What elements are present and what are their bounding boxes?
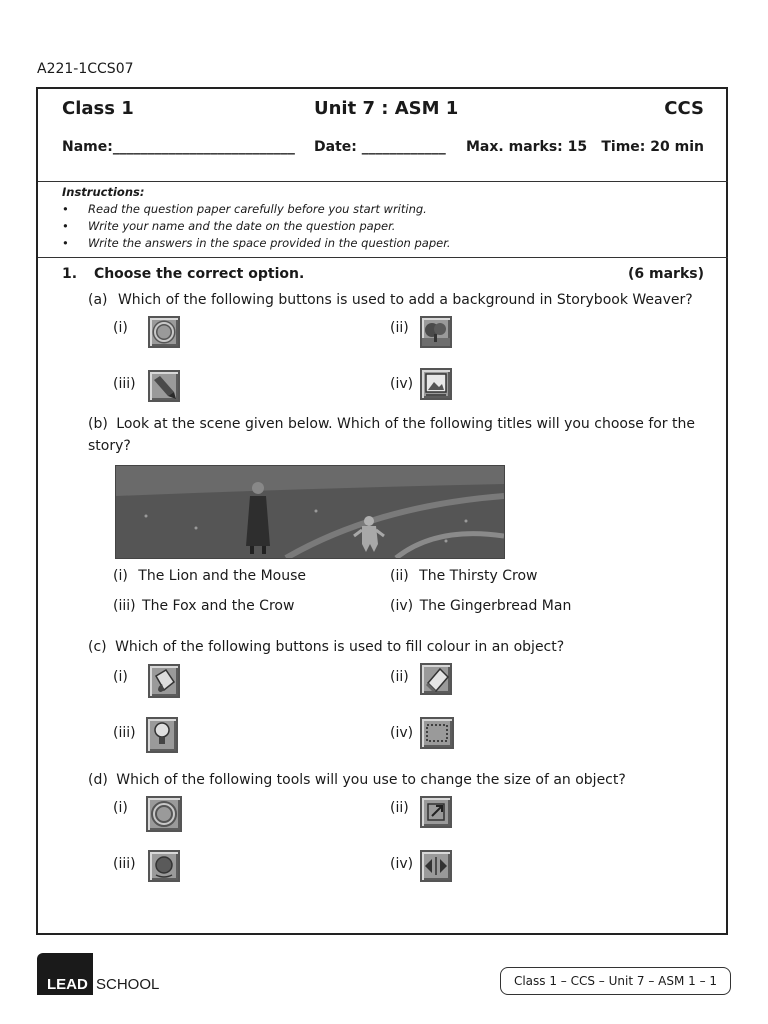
bullet: • <box>62 202 69 216</box>
option-text: The Lion and the Mouse <box>138 568 306 584</box>
instructions-title: Instructions: <box>62 185 145 199</box>
bullet: • <box>62 236 69 250</box>
eraser-icon[interactable] <box>420 663 452 695</box>
logo-school-text: SCHOOL <box>96 976 160 993</box>
instruction-item <box>62 236 451 250</box>
option-b-iii[interactable] <box>113 598 294 614</box>
question-marks: (6 marks) <box>628 266 704 282</box>
max-marks: Max. marks: 15 <box>466 139 588 155</box>
pen-icon[interactable] <box>148 370 180 402</box>
question-c <box>88 636 708 658</box>
option-label: (ii) <box>390 568 409 584</box>
ring-icon[interactable] <box>146 796 182 832</box>
divider <box>38 181 728 182</box>
option-d-ii-label: (ii) <box>390 800 409 816</box>
divider <box>38 257 728 258</box>
option-c-ii-label: (ii) <box>390 669 409 685</box>
question-d-label: (d) <box>88 772 108 788</box>
time-limit: Time: 20 min <box>601 139 704 155</box>
globe-icon[interactable] <box>148 850 180 882</box>
question-b <box>88 413 708 457</box>
option-b-ii[interactable] <box>390 568 537 584</box>
question-heading <box>62 266 304 282</box>
logo-lead-text: LEAD <box>47 976 88 993</box>
option-b-iv[interactable] <box>390 598 571 614</box>
selection-icon[interactable] <box>420 717 454 749</box>
question-b-text: Look at the scene given below. Which of the following titles will you choose for the story? <box>88 416 695 454</box>
instruction-item <box>62 202 427 216</box>
bulb-icon[interactable] <box>146 717 178 753</box>
option-a-ii-label: (ii) <box>390 320 409 336</box>
ring-icon[interactable] <box>148 316 180 348</box>
option-a-iii-label: (iii) <box>113 376 136 392</box>
option-c-iv-label: (iv) <box>390 725 414 741</box>
option-a-i-label: (i) <box>113 320 128 336</box>
question-a-label: (a) <box>88 292 108 308</box>
story-scene-image <box>115 465 505 559</box>
option-d-iv-label: (iv) <box>390 856 414 872</box>
unit-label: Unit 7 : ASM 1 <box>314 98 459 119</box>
question-number: 1. <box>62 266 78 282</box>
document-code: A221-1CCS07 <box>37 61 134 77</box>
question-d-text: Which of the following tools will you use to change the size of an object? <box>116 772 626 788</box>
option-label: (iv) <box>390 598 414 614</box>
resize-icon[interactable] <box>420 796 452 828</box>
picture-icon[interactable] <box>420 368 452 400</box>
instruction-text: Write your name and the date on the question paper. <box>88 219 396 233</box>
tree-icon[interactable] <box>420 316 452 348</box>
option-c-i-label: (i) <box>113 669 128 685</box>
instruction-text: Read the question paper carefully before you start writing. <box>88 202 427 216</box>
option-a-iv-label: (iv) <box>390 376 414 392</box>
option-text: The Gingerbread Man <box>419 598 572 614</box>
flip-icon[interactable] <box>420 850 452 882</box>
instruction-item <box>62 219 395 233</box>
name-field[interactable]: Name:__________________________ <box>62 139 295 155</box>
option-label: (iii) <box>113 598 136 614</box>
option-text: The Thirsty Crow <box>419 568 538 584</box>
question-b-label: (b) <box>88 416 108 432</box>
option-label: (i) <box>113 568 128 584</box>
option-d-iii-label: (iii) <box>113 856 136 872</box>
bullet: • <box>62 219 69 233</box>
subject-label: CCS <box>664 98 704 119</box>
class-label: Class 1 <box>62 98 134 119</box>
question-a-text: Which of the following buttons is used to add a background in Storybook Weaver? <box>117 292 693 308</box>
option-b-i[interactable] <box>113 568 306 584</box>
question-title: Choose the correct option. <box>93 266 305 282</box>
paint-bucket-icon[interactable] <box>148 664 180 698</box>
instruction-text: Write the answers in the space provided in the question paper. <box>88 236 451 250</box>
question-d <box>88 769 708 791</box>
question-c-label: (c) <box>88 639 107 655</box>
option-d-i-label: (i) <box>113 800 128 816</box>
page-reference: Class 1 – CCS – Unit 7 – ASM 1 – 1 <box>500 967 731 995</box>
option-c-iii-label: (iii) <box>113 725 136 741</box>
date-field[interactable]: Date: ____________ <box>314 139 446 155</box>
question-a <box>88 289 708 311</box>
option-text: The Fox and the Crow <box>142 598 295 614</box>
question-c-text: Which of the following buttons is used to fill colour in an object? <box>115 639 565 655</box>
